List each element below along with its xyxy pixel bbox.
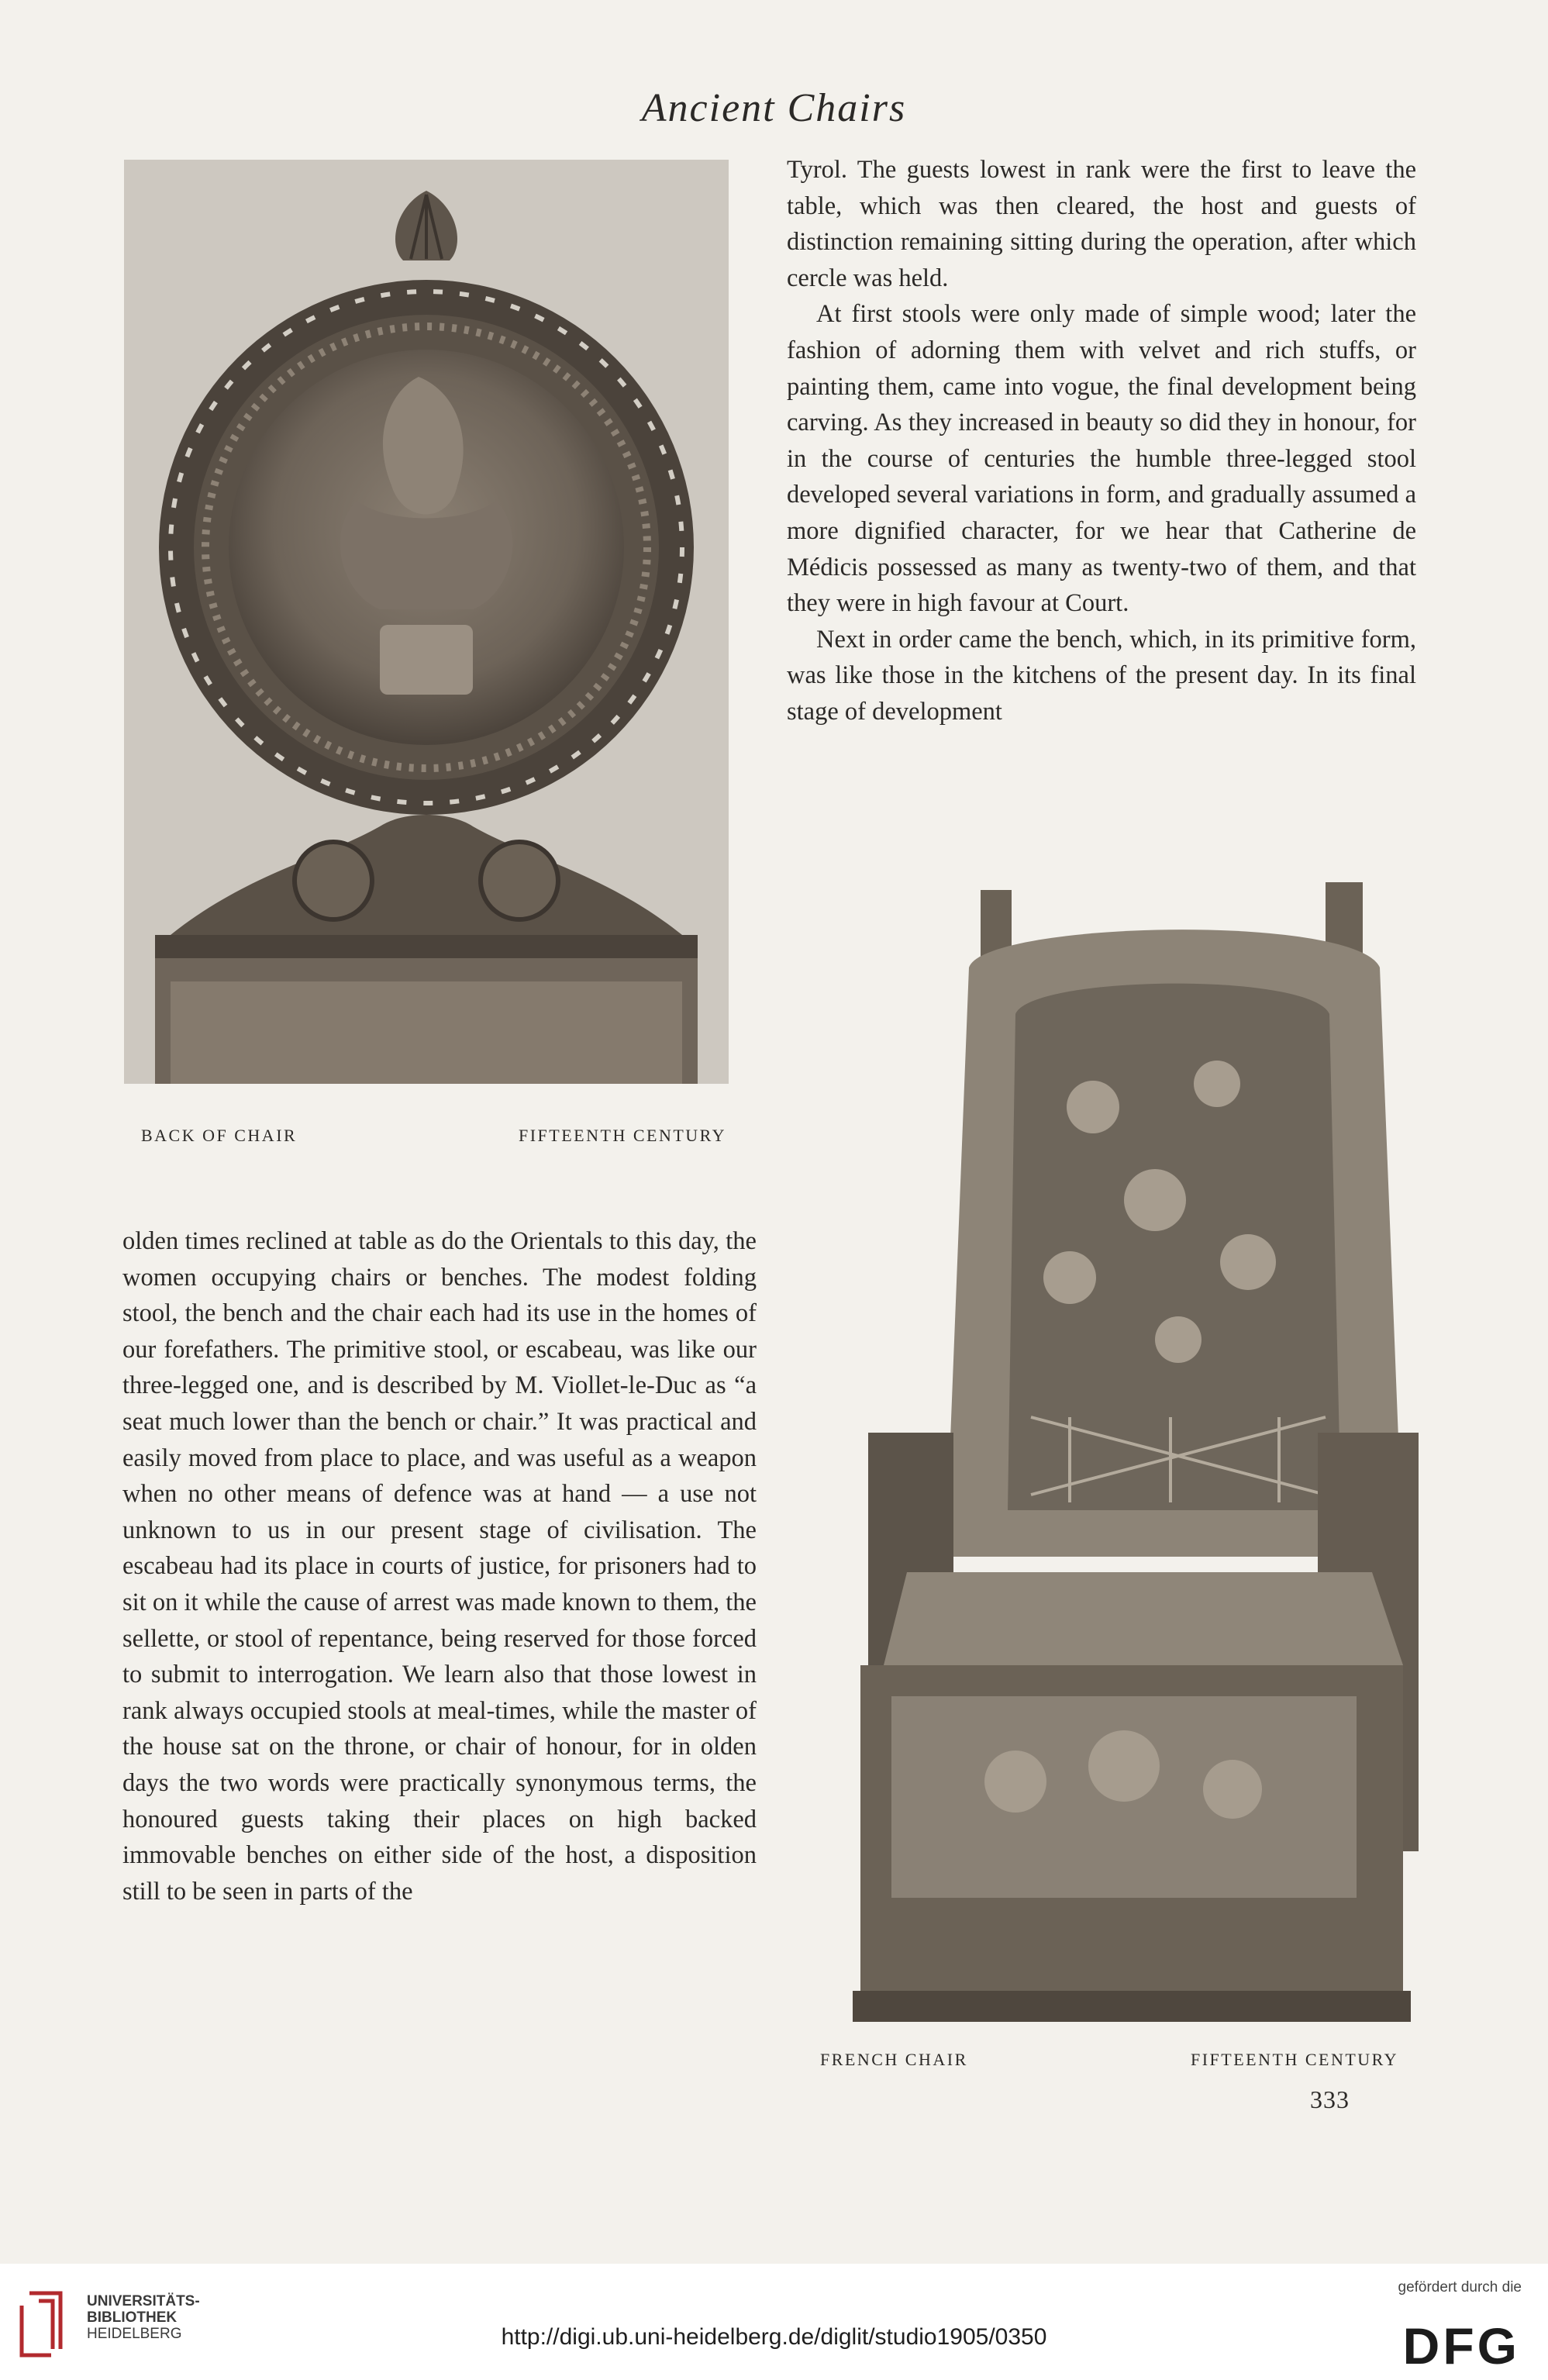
right-text-column bbox=[787, 152, 1416, 730]
library-name-line: BIBLIOTHEK bbox=[87, 2309, 178, 2326]
paragraph: Tyrol. The guests lowest in rank were the first to leave the table, which was then cleared, the host and guests of distinction remaining sitting during the operation, after which cercle was held. bbox=[787, 156, 1416, 292]
figure-back-of-chair bbox=[124, 160, 729, 1084]
paragraph: At first stools were only made of simple wood; later the fashion of adorning them with velvet and rich stuffs, or painting them, came into vogue, the final development being carving. As they increased in beauty so did they in honour, for in the course of centuries the humble three-legged stool developed several variations in form, and gradually assumed a more dignified character, for we hear that Catherine de Médicis possessed as many as twenty-two of them, and that they were in high favour at Court. bbox=[787, 300, 1416, 618]
left-text-column bbox=[122, 1223, 757, 1909]
page-number: 333 bbox=[1310, 2085, 1350, 2113]
digitisation-footer bbox=[0, 2264, 1548, 2380]
library-name-line: UNIVERSITÄTS- bbox=[87, 2293, 200, 2309]
paragraph: olden times reclined at table as do the Orientals to this day, the women occupying chairs or benches. The modest folding stool, the bench and the chair each had its use in the homes of our forefathers. The primitive stool, or escabeau, was like our three-legged one, and is described by M. Viollet-le-Duc as “a seat much lower than the bench or chair.” It was practical and easily moved from place to place, and was useful as a weapon when no other means of defence was at hand — a use not unknown to us in our present stage of civilisation. The escabeau had its place in courts of justice, for prisoners had to sit on it while the cause of arrest was made known to them, the sellette, or stool of repentance, being reserved for those forced to submit to interrogation. We learn also that those lowest in rank always occupied stools at meal-times, while the master of the house sat on the throne, or chair of honour, for in olden days the two words were practically synonymous terms, the honoured guests taking their places on high backed immovable benches on either side of the host, a disposition still to be seen in parts of the bbox=[122, 1227, 757, 1906]
caption-date: FIFTEENTH CENTURY bbox=[519, 1126, 726, 1145]
caption-title: FRENCH CHAIR bbox=[820, 2050, 968, 2069]
running-title: Ancient Chairs bbox=[641, 86, 907, 130]
permalink[interactable]: http://digi.ub.uni-heidelberg.de/diglit/studio1905/0350 bbox=[501, 2324, 1047, 2350]
library-name-line: HEIDELBERG bbox=[87, 2326, 182, 2342]
figure-caption-back-of-chair bbox=[141, 1126, 726, 1146]
back-of-chair-photo bbox=[124, 160, 729, 1084]
french-chair-photo bbox=[814, 874, 1440, 2037]
figure-french-chair bbox=[814, 874, 1440, 2037]
sponsor-text: gefördert durch die bbox=[1398, 2279, 1522, 2295]
paragraph: Next in order came the bench, which, in its primitive form, was like those in the kitchens of the present day. In its final stage of development bbox=[787, 625, 1416, 726]
dfg-logo: DFG bbox=[1402, 2317, 1520, 2375]
figure-caption-french-chair bbox=[820, 2050, 1398, 2070]
caption-date: FIFTEENTH CENTURY bbox=[1191, 2050, 1398, 2069]
caption-title: BACK OF CHAIR bbox=[141, 1126, 298, 1145]
